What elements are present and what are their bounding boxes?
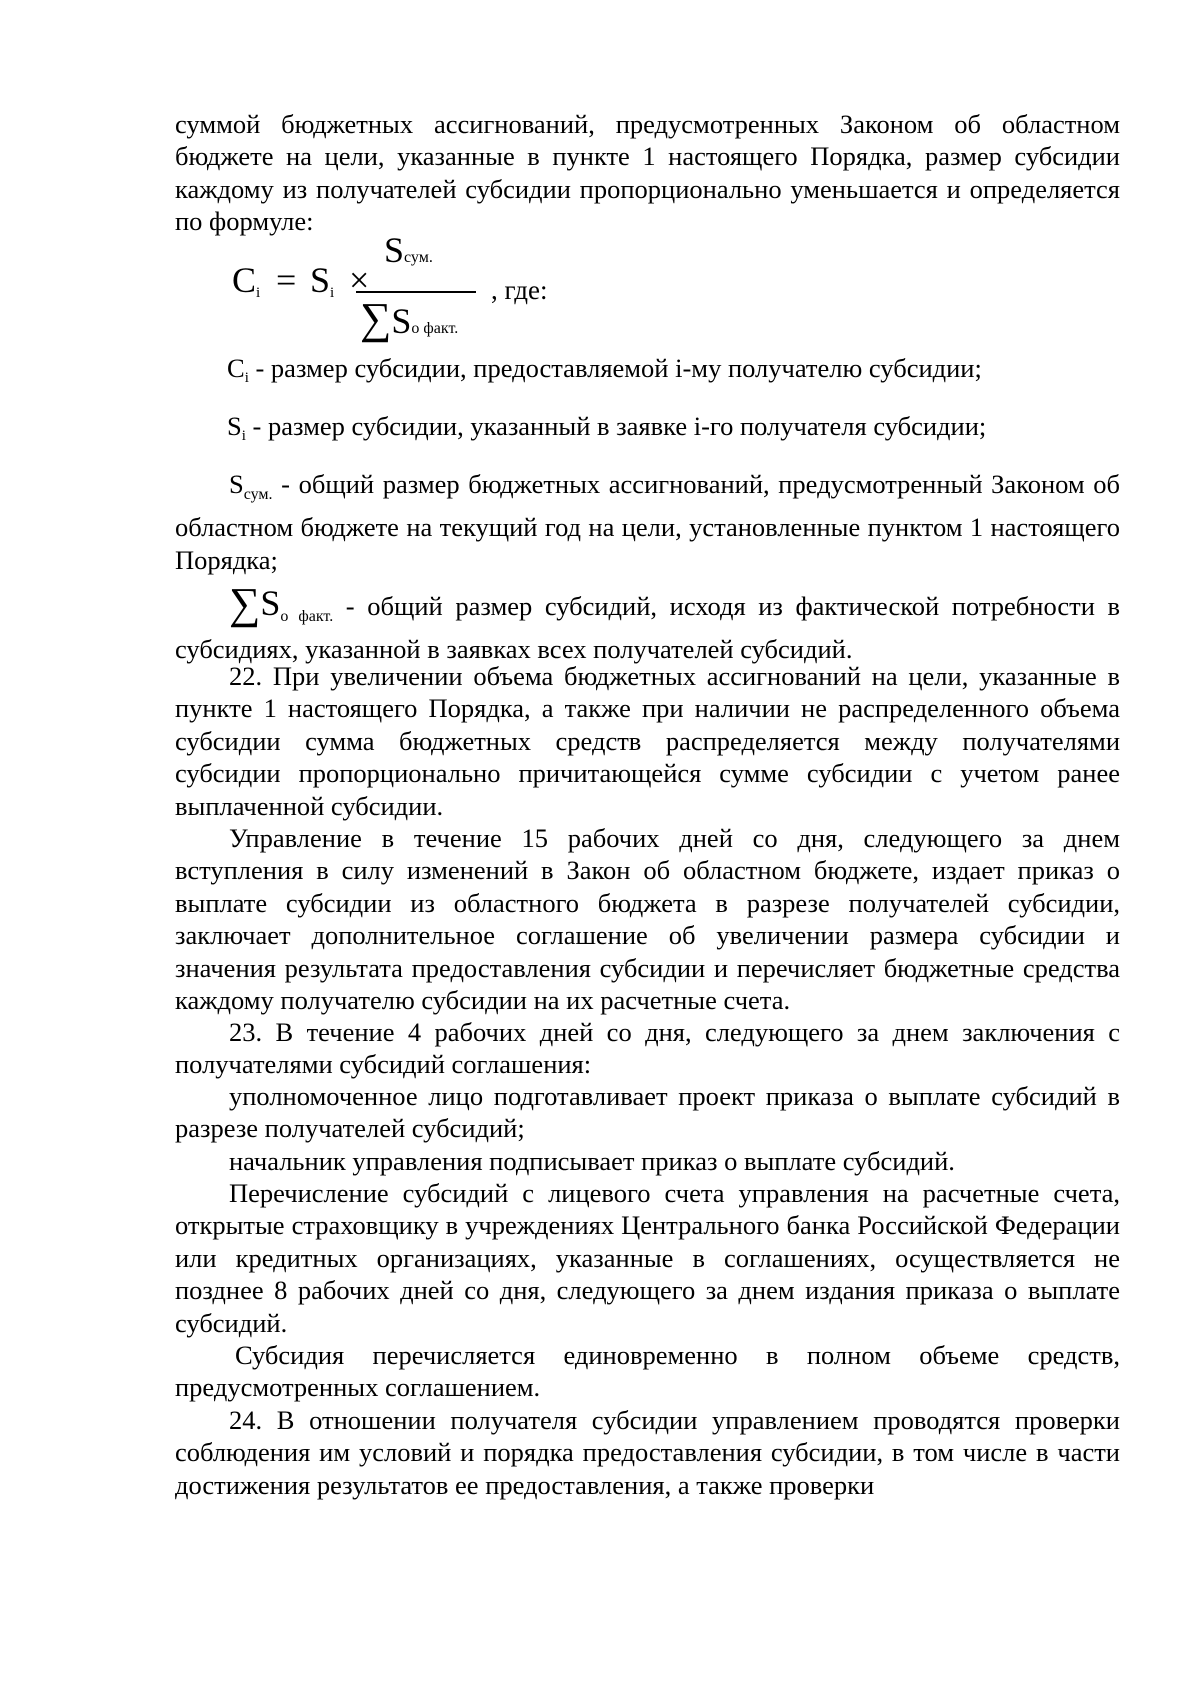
formula-numerator <box>384 229 704 271</box>
formula-lhs-sub: i <box>256 285 261 301</box>
definition-sfact <box>175 579 1120 666</box>
formula-suffix: , где: <box>491 275 548 305</box>
formula-s-sub: i <box>330 285 335 301</box>
sfact-sigma: ∑ <box>229 579 261 628</box>
definition-si <box>227 410 986 452</box>
formula-denominator-sub: о факт. <box>411 320 459 337</box>
formula-lhs <box>232 259 260 302</box>
definition-ci <box>227 352 982 394</box>
formula-numerator-symbol: S <box>384 230 405 270</box>
formula-denominator-symbol: S <box>391 301 412 341</box>
si-text: - размер субсидии, указанный в заявке i-го получателя субсидии; <box>245 411 987 441</box>
formula-lhs-symbol: C <box>232 260 257 300</box>
formula-sigma: ∑ <box>360 294 392 343</box>
paragraph-perechislenie: Перечисление субсидий с лицевого счета управления на расчетные счета, открытые страховщику в учреждениях Центрального банка Российской Федерации или кредитных организациях, указанные в соглашениях, осуществляется не позднее 8 рабочих дней со дня, следующего за днем издания приказа о выплате субсидий. <box>175 1178 1120 1338</box>
formula-equals: = <box>276 260 297 300</box>
paragraph-nachalnik: начальник управления подписывает приказ о выплате субсидий. <box>229 1146 955 1176</box>
paragraph-22: 22. При увеличении объема бюджетных ассигнований на цели, указанные в пункте 1 настоящего Порядка, а также при наличии не распределенного объема субсидии сумма бюджетных средств распределяется между получателями субсидии пропорционально причитающейся сумме субсидии с учетом ранее выплаченной субсидии. <box>175 661 1120 821</box>
formula-s <box>310 259 334 302</box>
formula-denominator <box>360 293 458 344</box>
paragraph-subsidiya: Субсидия перечисляется единовременно в полном объеме средств, предусмотренных соглашением. <box>175 1340 1120 1403</box>
si-symbol: S <box>227 411 242 441</box>
formula-numerator-sub: сум. <box>404 249 433 266</box>
ssum-text: - общий размер бюджетных ассигнований, предусмотренный Законом об областном бюджете на текущий год на цели, установленные пунктом 1 настоящего Порядка; <box>175 469 1120 575</box>
si-sub: i <box>241 428 246 444</box>
paragraph-upravlenie: Управление в течение 15 рабочих дней со дня, следующего за днем вступления в силу изменений в Закон об областном бюджете, издает приказ о выплате субсидии из областного бюджета в разрезе получателей субсидии, заключает дополнительное соглашение об увеличении размера субсидии и значения результата предоставления субсидии и перечисляет бюджетные средства каждому получателю субсидии на их расчетные счета. <box>175 823 1120 1016</box>
paragraph-23: 23. В течение 4 рабочих дней со дня, следующего за днем заключения с получателями субсидий соглашения: <box>175 1017 1120 1080</box>
ssum-symbol: S <box>229 469 244 499</box>
ssum-sub: сум. <box>243 486 273 503</box>
intro-paragraph: суммой бюджетных ассигнований, предусмотренных Законом об областном бюджете на цели, указанные в пункте 1 настоящего Порядка, размер субсидии каждому из получателей субсидии пропорционально уменьшается и определяется по формуле: <box>175 109 1120 237</box>
ci-text: - размер субсидии, предоставляемой i-му получателю субсидии; <box>248 353 982 383</box>
subsidy-formula <box>232 230 592 350</box>
paragraph-upolnomochennoe: уполномоченное лицо подготавливает проект приказа о выплате субсидий в разрезе получателей субсидий; <box>175 1081 1120 1144</box>
ci-symbol: C <box>227 353 245 383</box>
formula-times: × <box>349 260 370 300</box>
formula-s-symbol: S <box>310 260 331 300</box>
ci-sub: i <box>244 370 249 386</box>
sfact-symbol: S <box>260 583 281 623</box>
sfact-text: - общий размер субсидий, исходя из фактической потребности в субсидиях, указанной в заявках всех получателей субсидий. <box>175 591 1120 665</box>
definition-ssum <box>175 468 1120 576</box>
sfact-sub: о факт. <box>280 608 334 625</box>
paragraph-24: 24. В отношении получателя субсидии управлением проводятся проверки соблюдения им условий и порядка предоставления субсидии, в том числе в части достижения результатов ее предоставления, а также проверки <box>175 1405 1120 1500</box>
